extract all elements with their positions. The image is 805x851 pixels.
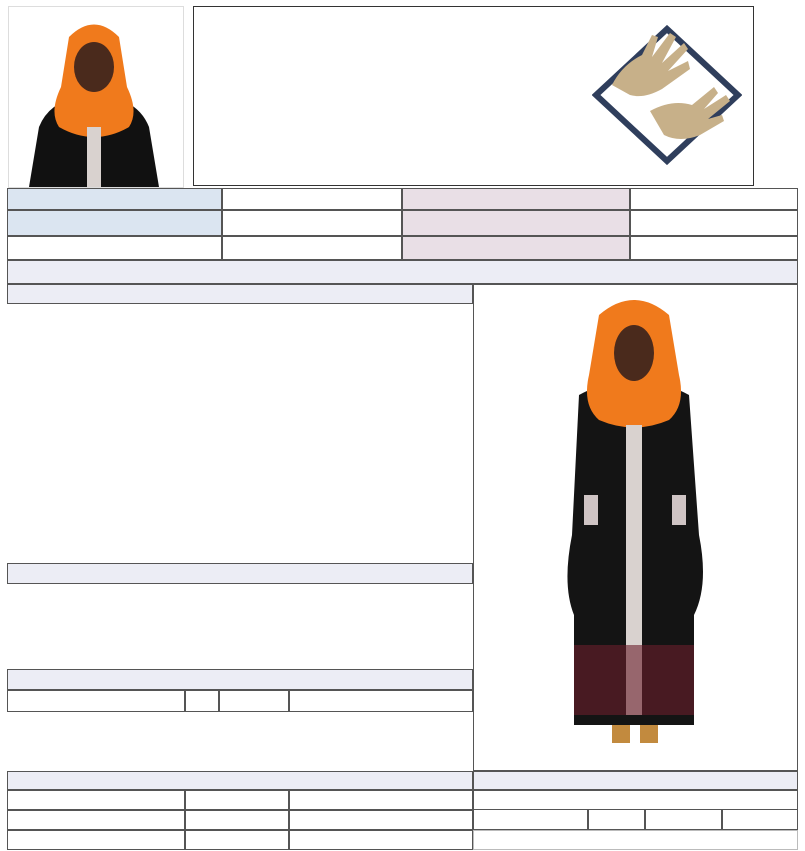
work-period-ar — [289, 830, 473, 850]
salary-value — [402, 210, 630, 236]
language-english-label — [7, 690, 185, 712]
contract-label-ar — [630, 236, 798, 260]
skill-cleaning — [645, 809, 722, 830]
language-col-1 — [185, 690, 219, 712]
skill-ironing — [588, 809, 645, 830]
salary-label-ar — [630, 210, 798, 236]
contract-value — [402, 236, 630, 260]
hands-logo-icon — [592, 25, 742, 165]
contact-value — [7, 236, 222, 260]
work-section-title — [7, 771, 473, 790]
full-name — [7, 260, 798, 284]
work-period-label — [7, 830, 185, 850]
skills-empty-row — [473, 830, 798, 850]
work-country-value — [185, 790, 289, 810]
post-applied-value — [402, 188, 630, 210]
work-country-label — [7, 790, 185, 810]
contact-label — [7, 210, 222, 236]
contract-label — [222, 236, 402, 260]
languages-section-title — [7, 669, 473, 690]
full-body-photo-frame — [473, 284, 798, 771]
work-country-ar — [289, 790, 473, 810]
ref-label — [7, 188, 222, 210]
work-country-row2-c — [289, 810, 473, 830]
company-header — [193, 6, 754, 186]
post-applied-label-ar — [630, 188, 798, 210]
skills-section-title — [473, 771, 798, 790]
post-applied-label — [222, 188, 402, 210]
work-country-row2-a — [7, 810, 185, 830]
photo-portrait-frame — [8, 6, 184, 188]
full-body-photo — [474, 285, 797, 770]
portrait-photo — [9, 7, 183, 187]
salary-label — [222, 210, 402, 236]
skill-washing — [722, 809, 798, 830]
work-country-row2-b — [185, 810, 289, 830]
skill-babysitting — [473, 809, 588, 830]
applicant-section-title — [7, 284, 473, 304]
skills-arabic-row — [473, 790, 798, 809]
passport-section-title — [7, 563, 473, 584]
language-col-2 — [219, 690, 289, 712]
language-arabic-label — [289, 690, 473, 712]
work-period-value — [185, 830, 289, 850]
